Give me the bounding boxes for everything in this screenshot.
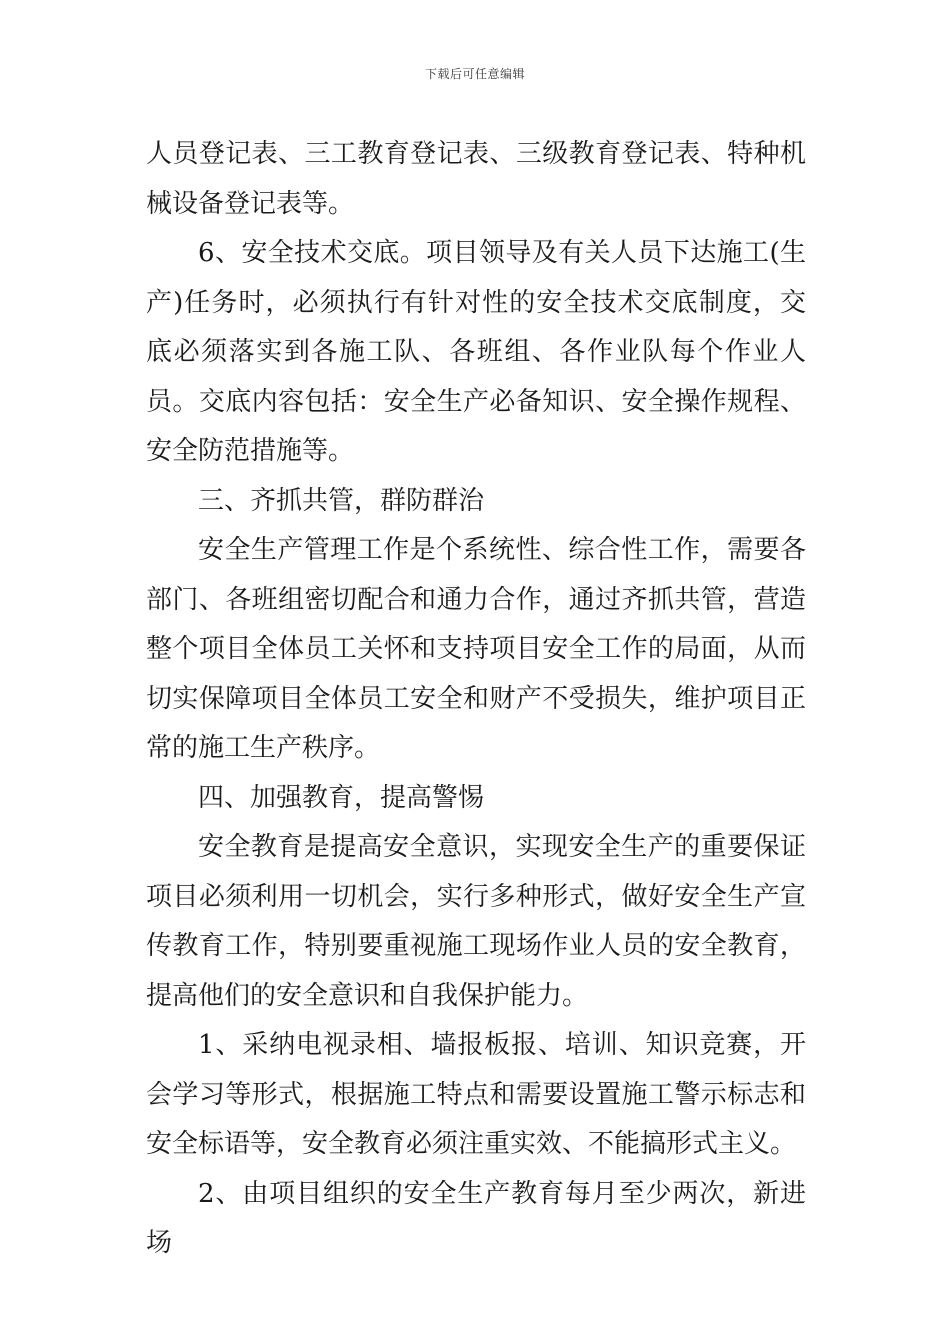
- paragraph-item-1: 1、采纳电视录相、墙报板报、培训、知识竞赛，开会学习等形式，根据施工特点和需要设置施工警示标志和安全标语等，安全教育必须注重实效、不能搞形式主义。: [146, 1030, 806, 1159]
- section-heading-strengthen-education: 四、加强教育，提高警惕: [198, 782, 485, 813]
- document-body: [146, 130, 806, 1269]
- paragraph-safety-education: 安全教育是提高安全意识，实现安全生产的重要保证项目必须利用一切机会，实行多种形式，做好安全生产宣传教育工作，特别要重视施工现场作业人员的安全教育，提高他们的安全意识和自我保护能力。: [146, 832, 806, 1011]
- section-heading-joint-management: 三、齐抓共管，群防群治: [198, 485, 485, 516]
- header-note: 下载后可任意编辑: [424, 67, 525, 81]
- paragraph-safety-briefing: 6、安全技术交底。项目领导及有关人员下达施工(生产)任务时，必须执行有针对性的安全技术交底制度，交底必须落实到各施工队、各班组、各作业队每个作业人员。交底内容包括：安全生产必备知识、安全操作规程、安全防范措施等。: [146, 238, 806, 466]
- paragraph-continued: 人员登记表、三工教育登记表、三级教育登记表、特种机械设备登记表等。: [146, 139, 806, 219]
- paragraph-joint-management: 安全生产管理工作是个系统性、综合性工作，需要各部门、各班组密切配合和通力合作，通过齐抓共管，营造整个项目全体员工关怀和支持项目安全工作的局面，从而切实保障项目全体员工安全和财产不受损失，维护项目正常的施工生产秩序。: [146, 535, 806, 763]
- paragraph-item-2: 2、由项目组织的安全生产教育每月至少两次，新进场: [146, 1178, 806, 1258]
